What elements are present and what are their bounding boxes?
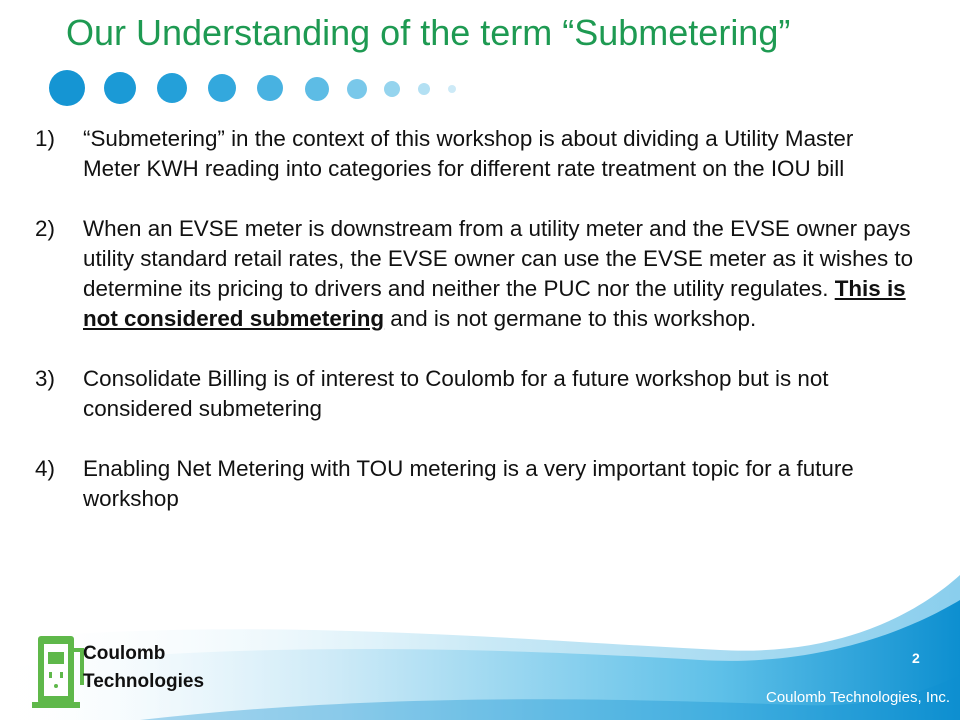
page-number: 2 [912, 650, 920, 666]
bullet-list [35, 124, 915, 544]
item-emphasis: This is not considered submetering [83, 276, 906, 331]
list-item [35, 454, 915, 514]
item-text: Consolidate Billing is of interest to Coulomb for a future workshop but is not considered submetering [83, 366, 829, 421]
logo-line: Technologies [83, 671, 205, 692]
dot [384, 81, 400, 97]
item-text [83, 214, 915, 334]
dot [157, 73, 187, 103]
item-text-part: and is not germane to this workshop. [384, 306, 757, 331]
item-text-part: When an EVSE meter is downstream from a utility meter and the EVSE owner pays utility standard retail rates, the EVSE owner can use the EVSE meter as it wishes to determine its pricing to drivers and neither the PUC nor the utility regulates. [83, 216, 914, 301]
list-item [35, 364, 915, 424]
dot [418, 83, 430, 95]
dot [305, 77, 329, 101]
slide-title: Our Understanding of the term “Submetering” [66, 12, 791, 53]
dot [104, 72, 136, 104]
item-text: “Submetering” in the context of this workshop is about dividing a Utility Master Meter KWH reading into categories for different rate treatment on the IOU bill [83, 126, 854, 181]
list-item [35, 214, 915, 334]
dot [208, 74, 236, 102]
decorative-dots [0, 0, 960, 130]
dot [448, 85, 456, 93]
item-number: 1) [35, 126, 55, 151]
dot [49, 70, 85, 106]
item-number: 4) [35, 456, 55, 481]
company-logo-text [83, 640, 204, 696]
footer-company: Coulomb Technologies, Inc. [766, 689, 950, 706]
item-number: 3) [35, 366, 55, 391]
item-text: Enabling Net Metering with TOU metering is a very important topic for a future workshop [83, 456, 854, 511]
logo-line: Coulomb [83, 643, 166, 664]
dot [257, 75, 283, 101]
dot [347, 79, 367, 99]
item-number: 2) [35, 216, 55, 241]
list-item [35, 124, 915, 184]
